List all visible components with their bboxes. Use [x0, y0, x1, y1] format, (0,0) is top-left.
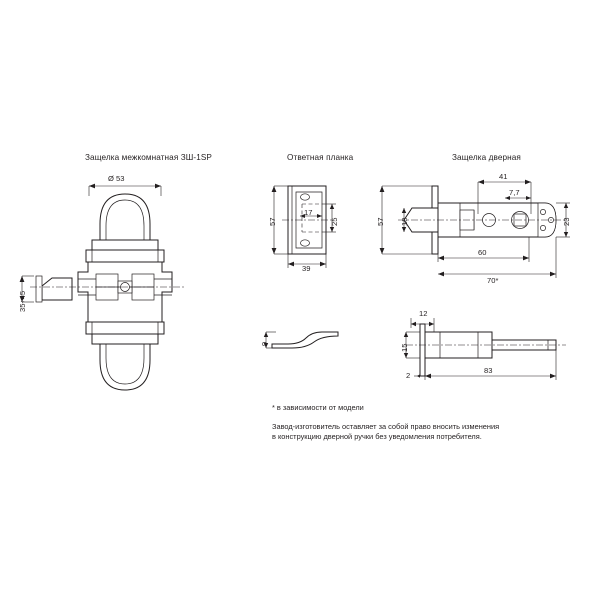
door-latch-top-geometry: [380, 180, 570, 278]
note-asterisk: * в зависимости от модели: [272, 403, 364, 412]
dim-latch-height: 57: [376, 217, 385, 226]
note-disclaimer-line1: Завод-изготовитель оставляет за собой право вносить изменения: [272, 422, 500, 431]
dim-knob-diameter: Ø 53: [108, 174, 125, 183]
dim-latch-length-70: 70*: [487, 276, 499, 285]
dim-bolt-height-15: 15: [400, 343, 409, 352]
dim-strike-thickness: 9: [260, 341, 269, 346]
dim-latch-length-60: 60: [478, 248, 487, 257]
dim-latch-face-height: 18: [400, 217, 409, 226]
dim-bolt-thickness-2: 2: [406, 371, 411, 380]
note-disclaimer-line2: в конструкцию дверной ручки без уведомления потребителя.: [272, 432, 482, 441]
title-strike-plate: Ответная планка: [287, 153, 354, 162]
strike-plate-side-geometry: [264, 332, 338, 348]
dim-latch-body-height: 23: [562, 217, 571, 226]
strike-plate-front-geometry: [272, 186, 336, 268]
dim-strike-inner-width: 17: [304, 208, 313, 217]
title-door-latch: Защелка дверная: [452, 153, 521, 162]
dim-strike-width: 39: [302, 264, 311, 273]
dim-bolt-length-83: 83: [484, 366, 493, 375]
dim-strike-height: 57: [268, 217, 277, 226]
left-assembly-geometry: [20, 184, 186, 390]
dim-strike-inner-height: 25: [330, 217, 339, 226]
dim-latch-top-41: 41: [499, 172, 508, 181]
dim-backset-range: 35÷45: [18, 290, 27, 312]
dim-bolt-width-12: 12: [419, 309, 428, 318]
dim-latch-top-77: 7,7: [509, 188, 520, 197]
title-left-assembly: Защелка межкомнатная ЗШ-1SP: [85, 153, 212, 162]
